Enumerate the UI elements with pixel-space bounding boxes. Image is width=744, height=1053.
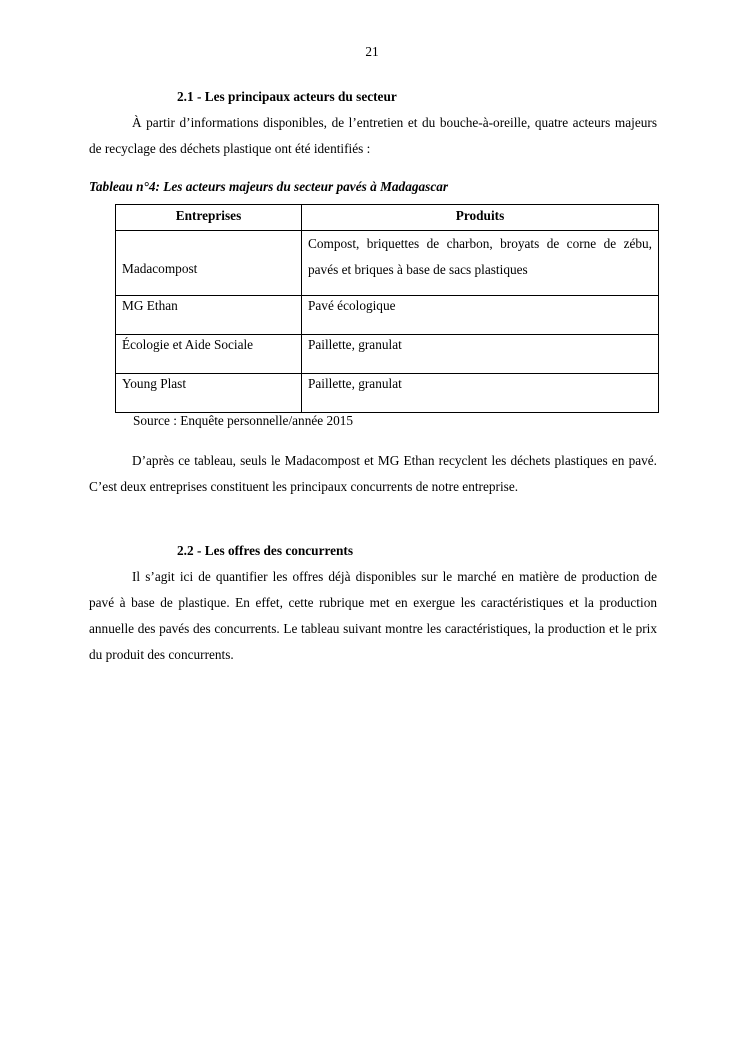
produits-text: Compost, briquettes de charbon, broyats de corne de zébu, pavés et briques à base de sacs plastiques <box>308 236 652 277</box>
table-cell-entreprise: MG Ethan <box>116 296 302 335</box>
table-caption: Tableau n°4: Les acteurs majeurs du secteur pavés à Madagascar <box>89 179 449 194</box>
table-cell-entreprise <box>116 231 302 296</box>
table-row <box>116 335 659 374</box>
actors-table <box>115 204 659 413</box>
table-row <box>116 296 659 335</box>
table-cell-produits: Paillette, granulat <box>302 374 659 413</box>
intro-paragraph: À partir d’informations disponibles, de l’entretien et du bouche-à-oreille, quatre acteurs majeurs de recyclage des déchets plastique ont été identifiés : <box>89 115 657 156</box>
table-row <box>116 374 659 413</box>
column-header-entreprises: Entreprises <box>116 205 302 231</box>
table-cell-entreprise: Young Plast <box>116 374 302 413</box>
entreprise-name: Madacompost <box>122 261 198 276</box>
table-cell-produits: Paillette, granulat <box>302 335 659 374</box>
section-heading-offres: 2.2 - Les offres des concurrents <box>177 543 354 558</box>
table-row <box>116 231 659 296</box>
table-cell-entreprise: Écologie et Aide Sociale <box>116 335 302 374</box>
table-cell-produits: Pavé écologique <box>302 296 659 335</box>
page-number: 21 <box>365 44 379 59</box>
table-header-row <box>116 205 659 231</box>
analysis-paragraph: D’après ce tableau, seuls le Madacompost et MG Ethan recyclent les déchets plastiques en pavé. C’est deux entreprises constituent les principaux concurrents de notre entreprise. <box>89 453 657 494</box>
offres-paragraph: Il s’agit ici de quantifier les offres déjà disponibles sur le marché en matière de production de pavé à base de plastique. En effet, cette rubrique met en exergue les caractéristiques et la production annuelle des pavés des concurrents. Le tableau suivant montre les caractéristiques, la production et le prix du produit des concurrents. <box>89 569 657 662</box>
table-cell-produits <box>302 231 659 296</box>
column-header-produits: Produits <box>302 205 659 231</box>
table-source: Source : Enquête personnelle/année 2015 <box>133 413 354 428</box>
section-heading-acteurs: 2.1 - Les principaux acteurs du secteur <box>177 89 397 104</box>
